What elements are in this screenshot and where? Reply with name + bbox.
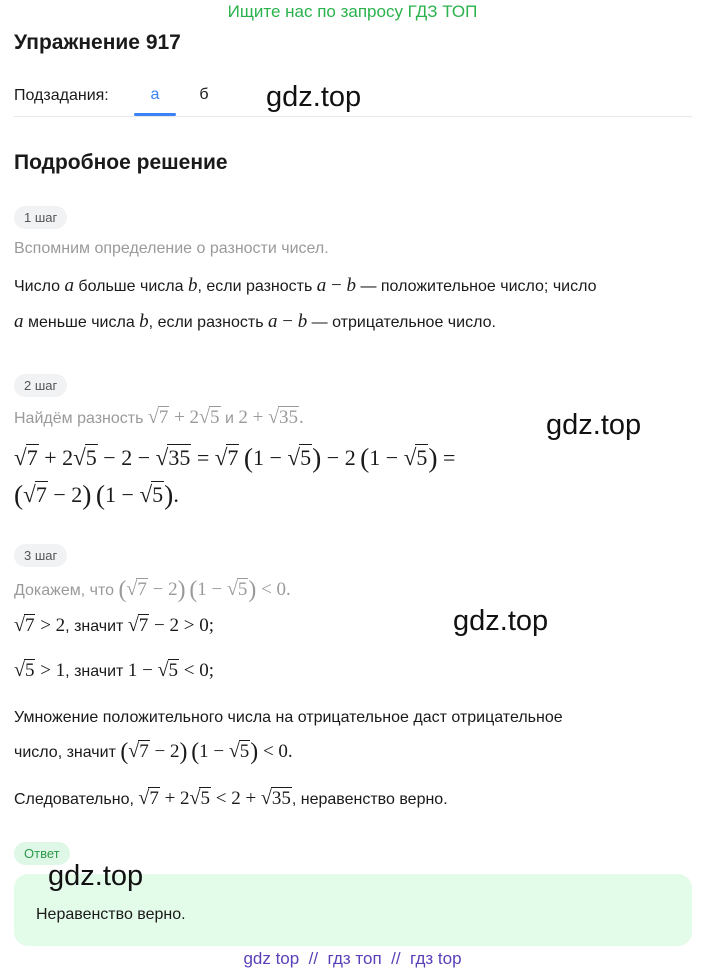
step-text-line: √5 > 1, значит 1 − √5 < 0; [14, 659, 215, 681]
answer-text: Неравенство верно. [36, 906, 186, 923]
step-text-line: √7 > 2, значит √7 − 2 > 0; [14, 614, 215, 636]
step-badge: 3 шаг [14, 544, 67, 567]
step-text-line: число, значит (√7 − 2) (1 − √5) < 0. [14, 739, 293, 765]
tabs-divider [14, 116, 692, 117]
section-title: Подробное решение [14, 151, 228, 174]
watermark: gdz.top [546, 409, 642, 441]
step-text-line: Число a больше числа b, если разность a − b — положительное число; число [14, 275, 597, 296]
step-hint: Вспомним определение о разности чисел. [14, 240, 329, 257]
promo-banner[interactable]: Ищите нас по запросу ГДЗ ТОП [227, 2, 478, 21]
watermark: gdz.top [48, 860, 144, 892]
answer-badge: Ответ [14, 842, 70, 865]
tab-subtask-a[interactable]: а [150, 86, 160, 103]
watermark: gdz.top [453, 605, 549, 637]
page-title: Упражнение 917 [14, 31, 181, 54]
step-badge: 1 шаг [14, 206, 67, 229]
step-text-line: Следовательно, √7 + 2√5 < 2 + √35, неравенство верно. [14, 787, 448, 809]
step-text-line: a меньше числа b, если разность a − b — отрицательное число. [14, 311, 496, 332]
step-hint: Докажем, что (√7 − 2) (1 − √5) < 0. [14, 577, 291, 603]
footer-links[interactable]: gdz top // гдз топ // гдз top [243, 949, 462, 968]
tab-subtask-b[interactable]: б [199, 86, 209, 103]
math-expression: √7 + 2√5 − 2 − √35 = √7 (1 − √5) − 2 (1 − √5) = [14, 442, 456, 473]
step-hint: Найдём разность √7 + 2√5 и 2 + √35. [14, 406, 304, 428]
step-text-line: Умножение положительного числа на отрицательное даст отрицательное [14, 709, 563, 726]
step-badge: 2 шаг [14, 374, 67, 397]
subtasks-label: Подзадания: [14, 87, 109, 104]
watermark: gdz.top [266, 81, 362, 113]
math-expression: (√7 − 2) (1 − √5). [14, 479, 179, 510]
